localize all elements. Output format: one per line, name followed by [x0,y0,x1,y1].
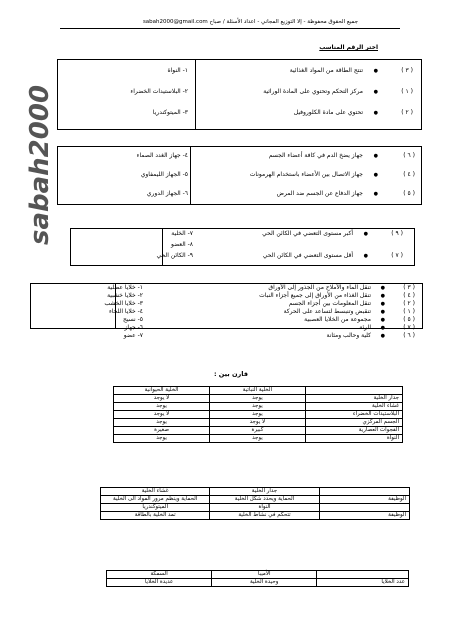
match-number: ( ٣ ) [401,67,413,74]
table-cell: غشاء الخلية [305,403,402,411]
match-statement: تنتج الطاقة من المواد الغذائية [289,67,363,74]
match-statement: جهاز الدفاع عن الجسم ضد المرض [276,190,363,197]
match-statement: مجموعة من الخلايا العصبية [304,316,371,323]
match-box-3-divider [162,228,163,266]
match-answer: ٦- الجهاز الدوري [146,190,188,197]
table-cell: الجسم المركزي [305,419,402,427]
bullet-icon [381,316,385,324]
table-cell: يوجد [114,435,210,443]
match-answer: ٨- العضو [171,241,193,248]
table-cell: لا يوجد [114,395,210,403]
table-cell: لا يوجد [114,411,210,419]
bullet-icon [374,152,378,160]
table-cell: يوجد [210,403,306,411]
table-cell: الميتوكندريا [101,504,210,512]
table-cell: عدد الخلايا [317,579,409,587]
match-answer: ٧- عضو [123,332,143,339]
table-cell [319,504,409,512]
table-cell: النواة [210,504,319,512]
match-number: ( ١ ) [401,88,413,95]
table-cell: الفجوات العصارية [305,427,402,435]
table-header-cell: غشاء الخلية [101,488,210,496]
bullet-icon [374,88,378,96]
table-cell: تتحكم في نشاط الخلية [210,512,319,520]
bullet-icon [381,292,385,300]
table-header-cell [317,571,409,579]
match-number: ( ٥ ) [403,190,415,197]
match-statement: تنقل المعلومات بين أجزاء الجسم [288,300,371,307]
match-answer: ٥- الجهاز الليمفاوي [140,171,188,178]
table-cell: يوجد [210,435,306,443]
match-statement: تحتوي على مادة الكلوروفيل [293,109,363,116]
table-row [114,427,403,435]
table-cell: تمد الخلية بالطاقة [101,512,210,520]
match-number: ( ٤ ) [403,292,415,299]
bullet-icon [374,171,378,179]
section-title-compare: قارن بين : [213,370,248,378]
table-cell: النواة [305,435,402,443]
match-statement: كلية وحالب ومثانة [326,332,371,339]
header-rule [60,28,400,29]
table-cell: لا يوجد [210,419,306,427]
match-answer: ١- النواة [167,67,188,74]
table-cell: جدار الخلية [305,395,402,403]
table-row [114,419,403,427]
table-cell: عديدة الخلايا [107,579,212,587]
match-box-2 [57,146,422,205]
table-cell: وحيدة الخلية [212,579,317,587]
table-header-cell: جدار الخلية [210,488,319,496]
match-box-1 [57,59,422,130]
match-statement: الرئة [359,324,371,331]
match-answer: ٥- نسيج [122,316,143,323]
bullet-icon [374,190,378,198]
match-statement: تنقبض وتنبسط لتساعد على الحركة [283,308,371,315]
table-header-cell: الخلية الحيوانية [114,387,210,395]
match-answer: ١- خلايا عضلية [107,284,143,291]
table-cell: الوظيفة [319,512,409,520]
bullet-icon [381,332,385,340]
bullet-icon [364,230,368,238]
table-header-cell: الأميبا [212,571,317,579]
table-header-cell: السمكة [107,571,212,579]
bullet-icon [374,67,378,75]
bullet-icon [381,308,385,316]
table-header-row [114,387,403,395]
match-answer: ٢- خلايا خشبية [107,292,143,299]
match-number: ( ٦ ) [403,332,415,339]
table-header-cell [305,387,402,395]
match-answer: ٣- خلايا الخشب [104,300,143,307]
match-number: ( ٣ ) [403,284,415,291]
table-row [107,579,409,587]
compare-table-amoeba-fish [106,570,409,587]
match-statement: أقل مستوى التعضي في الكائن الحي [262,252,353,259]
match-statement: تنقل الغذاء من الأوراق إلى جميع أجزاء النبات [259,292,371,299]
bullet-icon [381,284,385,292]
match-number: ( ٥ ) [403,316,415,323]
table-cell: الحماية ويحدد شكل الخلية [210,496,319,504]
table-header-cell [319,488,409,496]
table-row [101,496,410,504]
match-answer: ٤- جهاز الغدد الصماء [136,152,188,159]
table-row [101,512,410,520]
page-header: جميع الحقوق محفوظة - إلا التوزيع المجاني - اعداد الأسئلة / صباح sabah2000@gmail.com [142,19,358,25]
match-number: ( ٧ ) [403,324,415,331]
match-box-2-divider [190,146,191,205]
table-cell: صغيرة [114,427,210,435]
table-header-row [107,571,409,579]
table-row [114,411,403,419]
compare-table-cells [113,386,403,443]
match-answer: ٧- الخلية [171,230,193,237]
match-number: ( ٧ ) [391,252,403,259]
table-row [101,504,410,512]
match-answer: ٦- جهاز [124,324,143,331]
match-number: ( ٢ ) [403,300,415,307]
table-row [114,395,403,403]
table-cell: يوجد [210,411,306,419]
section-title-choose: اختر الرقم المناسب [319,44,378,51]
table-cell: يوجد [114,403,210,411]
table-cell: الوظيفة [319,496,409,504]
match-statement: جهاز الاتصال بين الأعضاء باستخدام الهرمونات [249,171,363,178]
watermark: sabah2000 [25,84,55,245]
table-cell: البلاستيدات الخضراء [305,411,402,419]
table-cell: يوجد [114,419,210,427]
match-number: ( ١ ) [403,308,415,315]
table-header-cell: الخلية النباتية [210,387,306,395]
match-number: ( ٦ ) [403,152,415,159]
match-statement: تنقل الماء والأملاح من الجذور إلى الأوراق [268,284,371,291]
bullet-icon [364,252,368,260]
match-number: ( ٩ ) [391,230,403,237]
compare-table-wall-membrane [100,487,410,520]
match-number: ( ٢ ) [401,109,413,116]
match-statement: أكبر مستوى التعضي في الكائن الحي [262,230,353,237]
match-answer: ٣- الميتوكندريا [152,109,188,116]
match-number: ( ٤ ) [403,171,415,178]
table-cell: الحماية وينظم مرور المواد الى الخلية [101,496,210,504]
bullet-icon [381,324,385,332]
table-cell: كبيرة [210,427,306,435]
table-row [114,403,403,411]
match-answer: ٢- البلاستيدات الخضراء [130,88,188,95]
match-answer: ٩- الكائن الحي [156,252,193,259]
table-row [114,435,403,443]
match-statement: مركز التحكم وتحتوي على المادة الوراثية [263,88,363,95]
match-statement: جهاز يضخ الدم في كافة أعضاء الجسم [268,152,363,159]
table-cell: يوجد [210,395,306,403]
match-answer: ٤- خلايا اللحاء [108,308,143,315]
table-header-row [101,488,410,496]
match-box-1-divider [195,59,196,130]
bullet-icon [374,109,378,117]
bullet-icon [381,300,385,308]
